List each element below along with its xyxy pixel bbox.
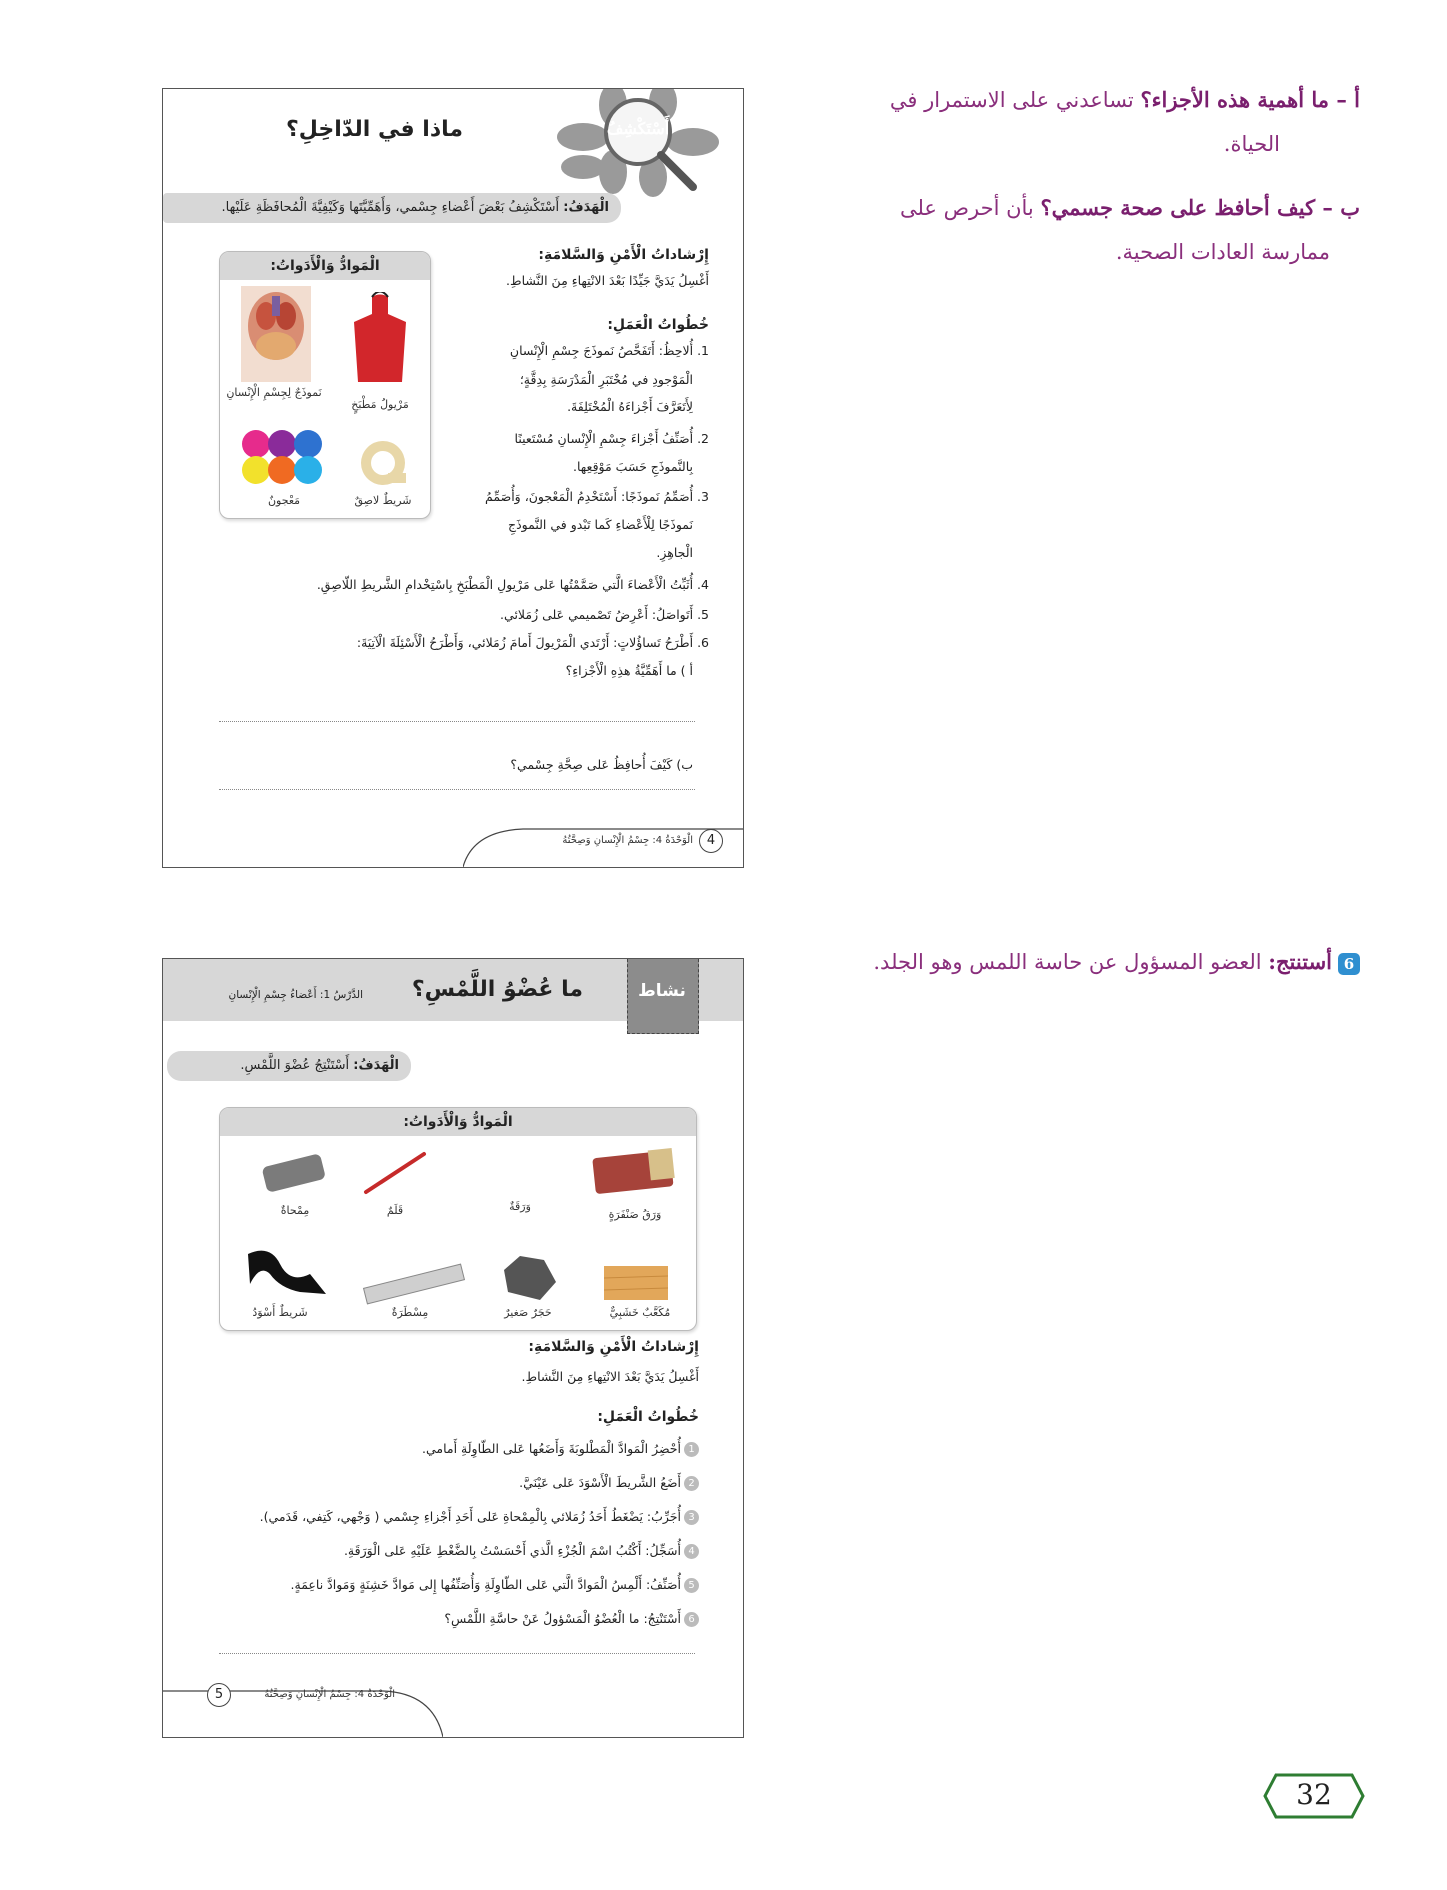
step-5-line: 5. أَتَواصَلُ: أَعْرِضُ تَصْميمي عَلى زُمَلائي. (500, 607, 709, 622)
safety-text: أَغْسِلُ يَدَيَّ جَيِّدًا بَعْدَ الانْتِهاءِ مِنَ النَّشاطِ. (506, 273, 709, 288)
page-title: ماذا في الدّاخِلِ؟ (286, 117, 463, 142)
step-number: 4 (684, 1544, 699, 1559)
step-row: 3أُجَرِّبُ: يَضْغَطُ أَحَدُ زُمَلائي بِالْمِمْحاةِ عَلى أَحَدِ أَجْزاءِ جِسْمي ( وَجْهي، كَتِفي، قَدَمي). (203, 1505, 699, 1529)
sandpaper-image (590, 1148, 680, 1198)
step-number: 3 (684, 1510, 699, 1525)
pencil-image (360, 1148, 430, 1198)
answer-line (219, 789, 695, 790)
answer-a: أ – ما أهمية هذه الأجزاء؟ تساعدني على الاستمرار في الحياة. (889, 87, 1360, 156)
safety-text: أَغْسِلُ يَدَيَّ بَعْدَ الانْتِهاءِ مِنَ النَّشاطِ. (521, 1369, 699, 1384)
step-number: 5 (684, 1578, 699, 1593)
step-6-line: 6. أَطْرَحُ تَساؤُلاتٍ: أَرْتَدي الْمَرْيولَ أَمامَ زُمَلائي، وَأَطْرَحُ الْأَسْئِلَةَ الْآتِيَةَ: (356, 635, 709, 650)
step-1-line: الْمَوْجودِ في مُخْتَبَرِ الْمَدْرَسَةِ بِدِقَّةٍ؛ (519, 372, 693, 387)
steps-title: خُطُواتُ الْعَمَلِ: (597, 1409, 699, 1425)
materials-box (219, 1107, 697, 1331)
safety-title: إِرْشاداتُ الْأَمْنِ وَالسَّلامَةِ: (538, 247, 709, 263)
step-row: 2أَضَعُ الشَّريطَ الْأَسْوَدَ عَلى عَيْنَيَّ. (203, 1471, 699, 1495)
material-label: مَرْيولُ مَطْبَخٍ (351, 398, 409, 411)
answer-line (219, 721, 695, 722)
material-label: مُكَعَّبٌ خَشَبِيٌّ (609, 1306, 671, 1319)
page-number-circle: 5 (207, 1683, 231, 1707)
step-1-line: لِأَتَعَرَّفَ أَجْزاءَهُ الْمُخْتَلِفَةَ. (567, 399, 693, 414)
eraser-image (260, 1152, 330, 1196)
steps-title: خُطُواتُ الْعَمَلِ: (607, 317, 709, 333)
page-number-circle: 4 (699, 829, 723, 853)
unit-footer: الْوَحْدَةُ 4: جِسْمُ الْإِنْسانِ وَصِحَّتُهُ (264, 1689, 395, 1700)
answer-b: ب – كيف أحافظ على صحة جسمي؟ بأن أحرص على ممارسة العادات الصحية. (899, 195, 1360, 264)
activity-tab-label: نشاط (638, 981, 686, 1001)
material-label: قَلَمٌ (386, 1204, 404, 1217)
stone-image (500, 1252, 560, 1302)
material-label: شَريطٌ أَسْوَدُ (252, 1306, 308, 1319)
step-row: 4أُسَجِّلُ: أَكْتُبُ اسْمَ الْجُزْءِ الَّذي أَحْسَسْتُ بِالضَّغْطِ عَلَيْهِ عَلى الْوَرَقَةِ. (203, 1539, 699, 1563)
goal-bar: الْهَدَفُ: أَسْتَنْتِجُ عُضْوَ اللَّمْسِ. (167, 1051, 411, 1081)
material-label: حَجَرٌ صَغيرٌ (504, 1306, 552, 1319)
safety-title: إِرْشاداتُ الْأَمْنِ وَالسَّلامَةِ: (528, 1339, 699, 1355)
materials-title: الْمَوادُّ وَالْأَدَواتُ: (220, 1108, 696, 1136)
apron-image (350, 292, 410, 382)
step-number: 1 (684, 1442, 699, 1457)
explore-label: أَسْتَكْشِفُ (606, 119, 670, 138)
page-number: 32 (1296, 1778, 1332, 1811)
materials-title: الْمَوادُّ وَالْأَدَواتُ: (220, 252, 430, 280)
body-model-image (236, 286, 316, 382)
material-label: وَرَقُ صَنْفَرَةٍ (608, 1208, 662, 1221)
clay-image (238, 428, 328, 488)
step-2-line: 2. أُصَنِّفُ أَجْزاءَ جِسْمِ الْإِنْسانِ مُسْتَعينًا (514, 431, 709, 446)
question-b: ب) كَيْفَ أُحافِظُ عَلى صِحَّةِ جِسْمي؟ (510, 757, 693, 772)
page-title: ما عُضْوُ اللَّمْسِ؟ (411, 977, 583, 1002)
question-a: أ ) ما أَهَمِّيَّةُ هذِهِ الْأَجْزاءِ؟ (565, 663, 693, 678)
goal-bar: الْهَدَفُ: أَسْتَكْشِفُ بَعْضَ أَعْضاءِ جِسْمي، وَأَهَمِّيَّتَها وَكَيْفِيَّةَ الْمُحافَظَةِ عَلَيْها. (163, 193, 621, 223)
ruler-image (360, 1258, 470, 1308)
step-3-line: 3. أُصَمِّمُ نَموذَجًا: أَسْتَخْدِمُ الْمَعْجونَ، وَأُصَمِّمُ (485, 489, 709, 504)
wood-cube-image (602, 1264, 672, 1304)
step-number: 6 (684, 1612, 699, 1627)
step-4-line: 4. أُثَبِّتُ الْأَعْضاءَ الَّتي صَمَّمْتُها عَلى مَرْيولِ الْمَطْبَخِ بِاسْتِخْدامِ الشَّريطِ اللّاصِقِ. (316, 577, 709, 592)
answer-line (219, 1653, 695, 1654)
step-3-line: الْجاهِزِ. (656, 545, 693, 560)
step-1-line: 1. أُلاحِظُ: أَتَفَحَّصُ نَموذَجَ جِسْمِ الْإِنْسانِ (509, 343, 709, 358)
answer-c: 6أستنتج: العضو المسؤول عن حاسة اللمس وهو الجلد. (820, 940, 1360, 984)
explore-flower-icon (543, 88, 743, 197)
step-row: 6أَسْتَنْتِجُ: ما الْعُضْوُ الْمَسْؤولُ عَنْ حاسَّةِ اللَّمْسِ؟ (203, 1607, 699, 1631)
step-2-line: بِالنَّموذَجِ حَسَبَ مَوْقِعِها. (573, 459, 693, 474)
step-3-line: نَموذَجًا لِلْأَعْضاءِ كَما تَبْدو في النَّموذَجِ (508, 517, 693, 532)
step-number: 2 (684, 1476, 699, 1491)
tape-image (358, 438, 408, 488)
step-row: 5أُصَنِّفُ: أَلْمِسُ الْمَوادَّ الَّتي عَلى الطّاوِلَةِ وَأُصَنِّفُها إِلى مَوادَّ خَشِنَةٍ وَمَوادَّ ناعِمَةٍ. (203, 1573, 699, 1597)
material-label: وَرَقَةٌ (509, 1200, 531, 1213)
lesson-label: الدَّرْسُ 1: أَعْضاءُ جِسْمِ الْإِنْسانِ (228, 989, 363, 1001)
material-label: نَموذَجٌ لِجِسْمِ الْإِنْسانِ (226, 386, 322, 399)
unit-footer: الْوَحْدَةُ 4: جِسْمُ الْإِنْسانِ وَصِحَّتُهُ (562, 835, 693, 846)
material-label: مِمْحاةٌ (280, 1204, 310, 1217)
step-six-badge: 6 (1338, 953, 1360, 975)
footer-curve (163, 1679, 443, 1737)
materials-box (219, 251, 431, 519)
textbook-page-5 (162, 958, 744, 1738)
black-ribbon-image (240, 1244, 330, 1304)
material-label: مِسْطَرَةٌ (391, 1306, 429, 1319)
material-label: مَعْجونٌ (267, 494, 301, 507)
material-label: شَريطٌ لاصِقٌ (354, 494, 412, 507)
step-row: 1أُحْضِرُ الْمَوادَّ الْمَطْلوبَةَ وَأَضَعُها عَلى الطّاوِلَةِ أَمامي. (203, 1437, 699, 1461)
textbook-page-4 (162, 88, 744, 868)
